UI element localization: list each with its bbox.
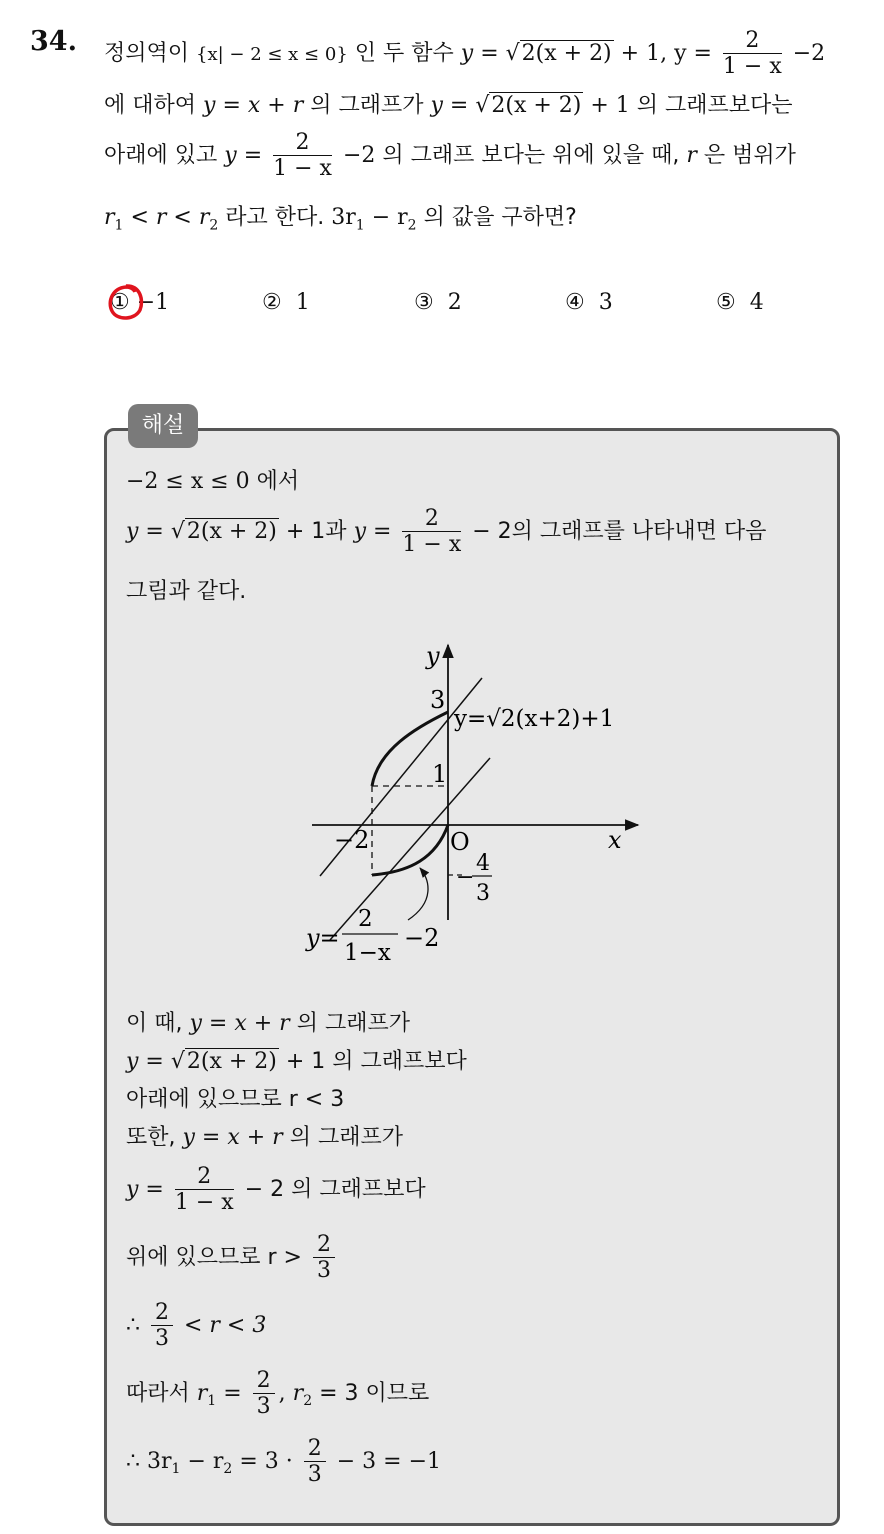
origin-label: O (450, 828, 470, 856)
solution-line: 이 때, y = x + r 의 그래프가 (126, 1011, 410, 1036)
label-f2-post: −2 (404, 924, 440, 952)
solution-line: ∴ $3r_1 - r_2 = 3$ · $\frac{2}{3}$ − 3 = −1 (126, 1436, 442, 1488)
choice-2[interactable]: ② 1 (262, 290, 310, 315)
fraction: $\frac{2}{1 - x}$ (722, 28, 782, 80)
question-line-3: 아래에 있고 y = $\frac{2}{1 - x}$ −2 의 그래프 보다는 위에 있을 때, r 은 범위가 (104, 130, 796, 182)
choice-1[interactable]: ① −1 (110, 290, 169, 315)
fraction: $\frac{2}{3}$ (304, 1436, 326, 1488)
fraction: $\frac{2}{1 - x}$ (273, 130, 332, 182)
tick-neg43-den: 3 (476, 881, 490, 906)
fraction: $\frac{2}{3}$ (313, 1232, 335, 1284)
fraction: $\frac{2}{3}$ (151, 1300, 173, 1352)
label-f2-y: y= (306, 924, 340, 952)
choice-5[interactable]: ⑤ 4 (716, 290, 764, 315)
solution-line: 아래에 있으므로 r < 3 (126, 1087, 345, 1112)
pointer-arrow (408, 868, 428, 920)
function-graph (300, 640, 650, 970)
choice-3[interactable]: ③ 2 (414, 290, 462, 315)
tick-neg43-num: 4 (476, 851, 490, 876)
solution-line: y = √2(x + 2) + 1과 y = $\frac{2}{1 - x}$ − 2의 그래프를 나타내면 다음 (126, 506, 767, 558)
question-line-2: 에 대하여 y = x + r 의 그래프가 y = √2(x + 2) + 1 의 그래프보다는 (104, 93, 793, 118)
answer-choices (104, 290, 804, 326)
question-number: 34. (30, 26, 77, 57)
solution-line: −2 ≤ x ≤ 0 에서 (126, 469, 300, 494)
label-f1: y=√2(x+2)+1 (454, 706, 615, 732)
tick-1: 1 (432, 760, 448, 788)
tick-3: 3 (430, 686, 446, 714)
question-line-4: $r_1 < r < r_2$ 라고 한다. $3r_1 - r_2$ 의 값을 구하면? (104, 205, 577, 234)
solution-line: ∴ $\frac{2}{3}$ < r < 3 (126, 1300, 267, 1352)
solution-tag: 해설 (128, 404, 198, 448)
x-axis-label: x (608, 826, 622, 854)
fraction: $\frac{2}{1 - x}$ (402, 506, 462, 558)
solution-line: 따라서 $r_1$ = $\frac{2}{3}$ , $r_2 = 3$ 이므로 (126, 1368, 430, 1420)
solution-line: 또한, y = x + r 의 그래프가 (126, 1125, 403, 1150)
selected-circle-icon (104, 280, 148, 324)
fraction: $\frac{2}{3}$ (253, 1368, 275, 1420)
solution-line: 위에 있으므로 r > $\frac{2}{3}$ (126, 1232, 339, 1284)
question-line-1: 정의역이 {x| − 2 ≤ x ≤ 0} 인 두 함수 y = √2(x + 2) + 1, y = $\frac{2}{1 - x}$ −2 (104, 28, 826, 80)
y-axis-label: y (426, 642, 440, 670)
choice-4[interactable]: ④ 3 (565, 290, 613, 315)
tick-neg43-sign: − (456, 865, 475, 890)
label-f2-num: 2 (358, 906, 373, 932)
solution-line: y = √2(x + 2) + 1 의 그래프보다 (126, 1049, 467, 1074)
solution-line: y = $\frac{2}{1 - x}$ − 2 의 그래프보다 (126, 1164, 426, 1216)
solution-line: 그림과 같다. (126, 579, 247, 604)
label-f2-den: 1−x (344, 940, 391, 966)
fraction: $\frac{2}{1 - x}$ (174, 1164, 234, 1216)
tick-neg2: −2 (334, 826, 370, 854)
